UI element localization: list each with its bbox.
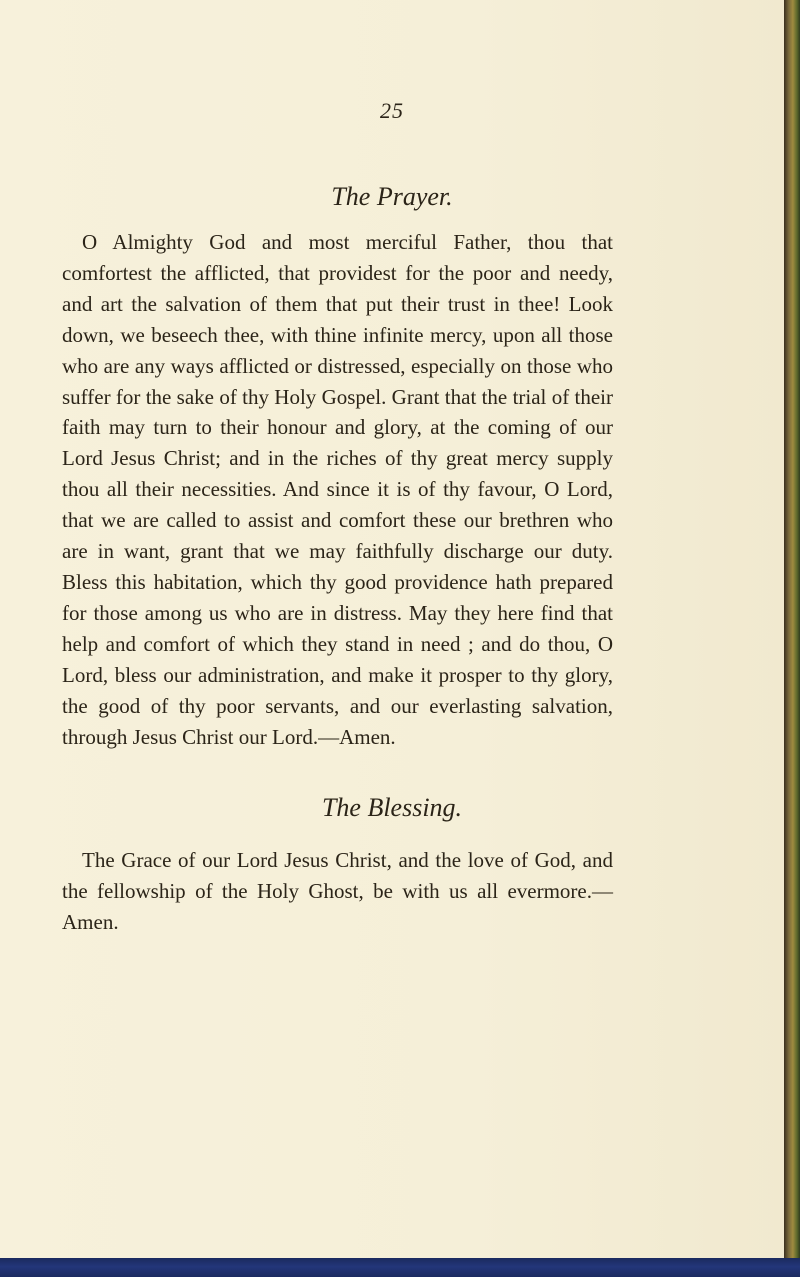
- prayer-text: O Almighty God and most merciful Father, thou that comfortest the afflicted, that providest for the poor and needy, and art the salvation of them that put their trust in thee! Look down, we beseech thee, with thine infinite mercy, upon all those who are any ways afflicted or distressed, especially on those who suffer for the sake of thy Holy Gospel. Grant that the trial of their faith may turn to their honour and glory, at the coming of our Lord Jesus Christ; and in the riches of thy great mercy supply thou all their necessities. And since it is of thy favour, O Lord, that we are called to assist and comfort these our brethren who are in want, grant that we may faithfully discharge our duty. Bless this habitation, which thy good providence hath prepared for those among us who are in distress. May they here find that help and comfort of which they stand in need ; and do thou, O Lord, bless our administration, and make it prosper to thy glory, the good of thy poor servants, and our everlasting salvation, through Jesus Christ our Lord.—Amen.: [62, 230, 613, 749]
- page-number: 25: [380, 98, 404, 123]
- blessing-text: The Grace of our Lord Jesus Christ, and the love of God, and the fellowship of the Holy Ghost, be with us all evermore.—Amen.: [62, 848, 613, 934]
- book-gutter-edge: [784, 0, 800, 1277]
- prayer-heading: The Prayer.: [331, 182, 453, 211]
- book-cover-edge: [0, 1258, 800, 1277]
- blessing-heading: The Blessing.: [321, 793, 463, 822]
